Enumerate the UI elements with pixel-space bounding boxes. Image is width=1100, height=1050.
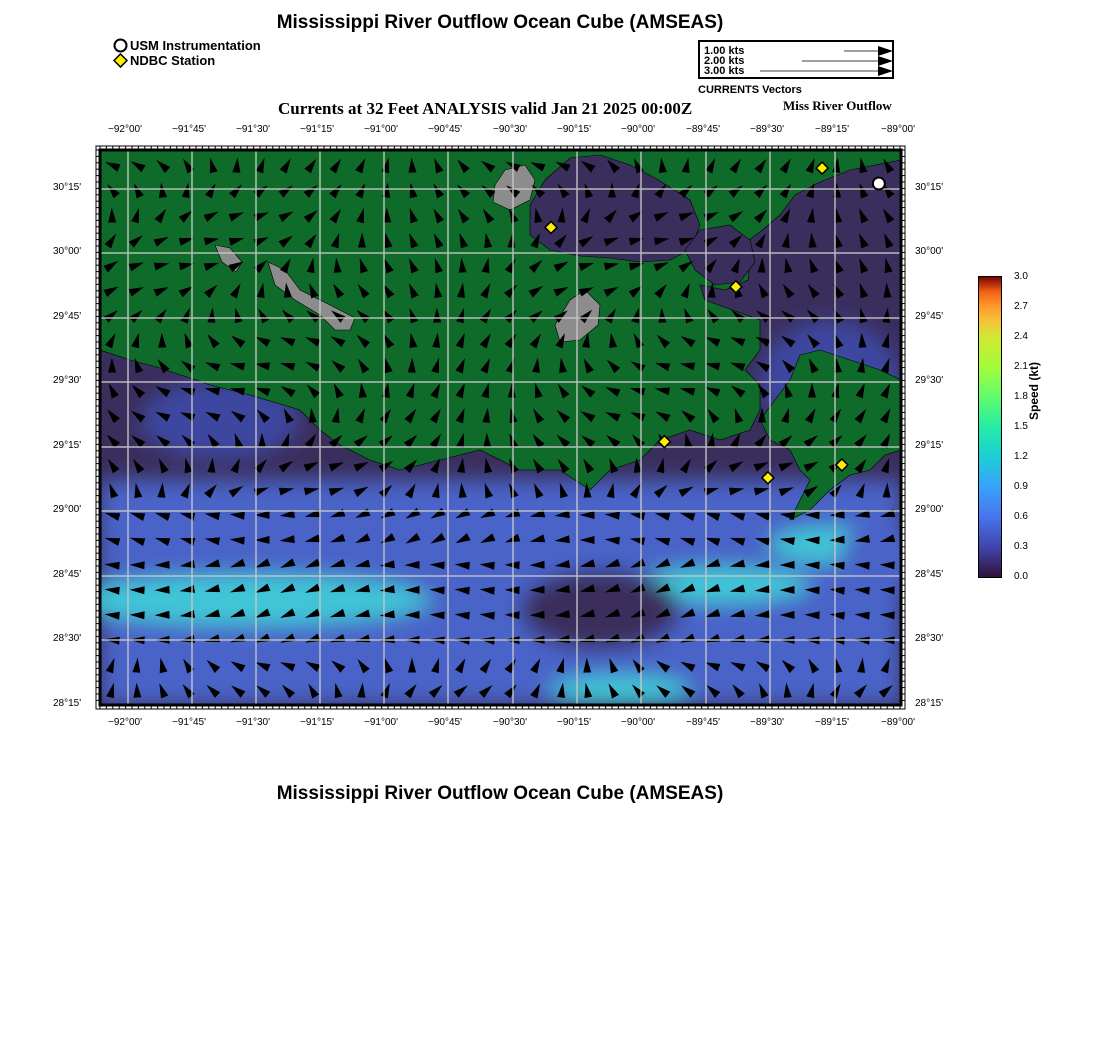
lon-label-bottom: −91°30' xyxy=(236,717,270,728)
lon-label-top: −92°00' xyxy=(108,124,142,135)
lat-label-left: 29°15' xyxy=(53,440,82,451)
map-title: Mississippi River Outflow Ocean Cube (AMSEAS) xyxy=(276,12,724,33)
lon-label-bottom: −90°00' xyxy=(621,717,655,728)
lon-label-bottom: −90°45' xyxy=(428,717,462,728)
lon-label-bottom: −90°15' xyxy=(557,717,591,728)
region-label: Miss River Outflow xyxy=(783,98,892,113)
lat-label-right: 29°45' xyxy=(915,311,944,322)
lon-label-bottom: −89°00' xyxy=(881,717,915,728)
lat-label-right: 29°00' xyxy=(915,504,944,515)
lat-label-left: 29°00' xyxy=(53,504,82,515)
map-title-bottom: Mississippi River Outflow Ocean Cube (AMSEAS) xyxy=(276,783,724,804)
lon-label-bottom: −91°45' xyxy=(172,717,206,728)
vector-scale-row-1: 1.00 kts xyxy=(704,45,745,57)
colorbar-tick-label: 2.4 xyxy=(1014,331,1028,342)
lat-label-right: 28°30' xyxy=(915,633,944,644)
lat-label-left: 28°15' xyxy=(53,698,82,709)
colorbar-tick-label: 2.1 xyxy=(1014,361,1028,372)
vector-scale-row-3: 3.00 kts xyxy=(704,65,745,77)
colorbar-tick-label: 3.0 xyxy=(1014,271,1028,282)
colorbar-tick-label: 1.2 xyxy=(1014,451,1028,462)
lon-label-bottom: −89°30' xyxy=(750,717,784,728)
lon-label-top: −90°00' xyxy=(621,124,655,135)
lon-label-bottom: −89°45' xyxy=(686,717,720,728)
legend-ndbc-label: NDBC Station xyxy=(130,53,216,68)
lat-label-right: 30°00' xyxy=(915,246,944,257)
usm-station-marker[interactable] xyxy=(873,178,885,190)
lat-label-left: 30°00' xyxy=(53,246,82,257)
lon-label-top: −91°45' xyxy=(172,124,206,135)
speed-colorbar xyxy=(978,276,1002,578)
colorbar-title: Speed (kt) xyxy=(1027,361,1041,420)
colorbar-tick-label: 0.6 xyxy=(1014,511,1028,522)
lon-label-top: −89°30' xyxy=(750,124,784,135)
colorbar-tick-label: 0.3 xyxy=(1014,541,1028,552)
colorbar-tick-label: 0.0 xyxy=(1014,571,1028,582)
lat-label-left: 28°45' xyxy=(53,569,82,580)
lon-label-top: −91°15' xyxy=(300,124,334,135)
lat-label-left: 28°30' xyxy=(53,633,82,644)
lon-label-bottom: −92°00' xyxy=(108,717,142,728)
lon-label-bottom: −90°30' xyxy=(493,717,527,728)
colorbar-tick-label: 1.5 xyxy=(1014,421,1028,432)
lon-label-top: −91°00' xyxy=(364,124,398,135)
lat-label-left: 30°15' xyxy=(53,182,82,193)
lon-label-top: −89°45' xyxy=(686,124,720,135)
lon-label-top: −90°45' xyxy=(428,124,462,135)
lat-label-right: 28°45' xyxy=(915,569,944,580)
map-subtitle: Currents at 32 Feet ANALYSIS valid Jan 21 2025 00:00Z xyxy=(278,99,693,118)
lat-label-left: 29°45' xyxy=(53,311,82,322)
lon-label-top: −90°15' xyxy=(557,124,591,135)
legend-usm-label: USM Instrumentation xyxy=(130,38,261,53)
lon-label-top: −91°30' xyxy=(236,124,270,135)
vector-scale-row-2: 2.00 kts xyxy=(704,55,745,67)
lon-label-bottom: −89°15' xyxy=(815,717,849,728)
lat-label-right: 29°15' xyxy=(915,440,944,451)
colorbar-tick-label: 1.8 xyxy=(1014,391,1028,402)
vector-scale-caption: CURRENTS Vectors xyxy=(698,84,802,96)
colorbar-tick-label: 2.7 xyxy=(1014,301,1028,312)
lat-label-left: 29°30' xyxy=(53,375,82,386)
lon-label-bottom: −91°15' xyxy=(300,717,334,728)
lon-label-top: −89°00' xyxy=(881,124,915,135)
lon-label-top: −89°15' xyxy=(815,124,849,135)
lon-label-bottom: −91°00' xyxy=(364,717,398,728)
lat-label-right: 29°30' xyxy=(915,375,944,386)
lat-label-right: 28°15' xyxy=(915,698,944,709)
colorbar-tick-label: 0.9 xyxy=(1014,481,1028,492)
lat-label-right: 30°15' xyxy=(915,182,944,193)
lon-label-top: −90°30' xyxy=(493,124,527,135)
